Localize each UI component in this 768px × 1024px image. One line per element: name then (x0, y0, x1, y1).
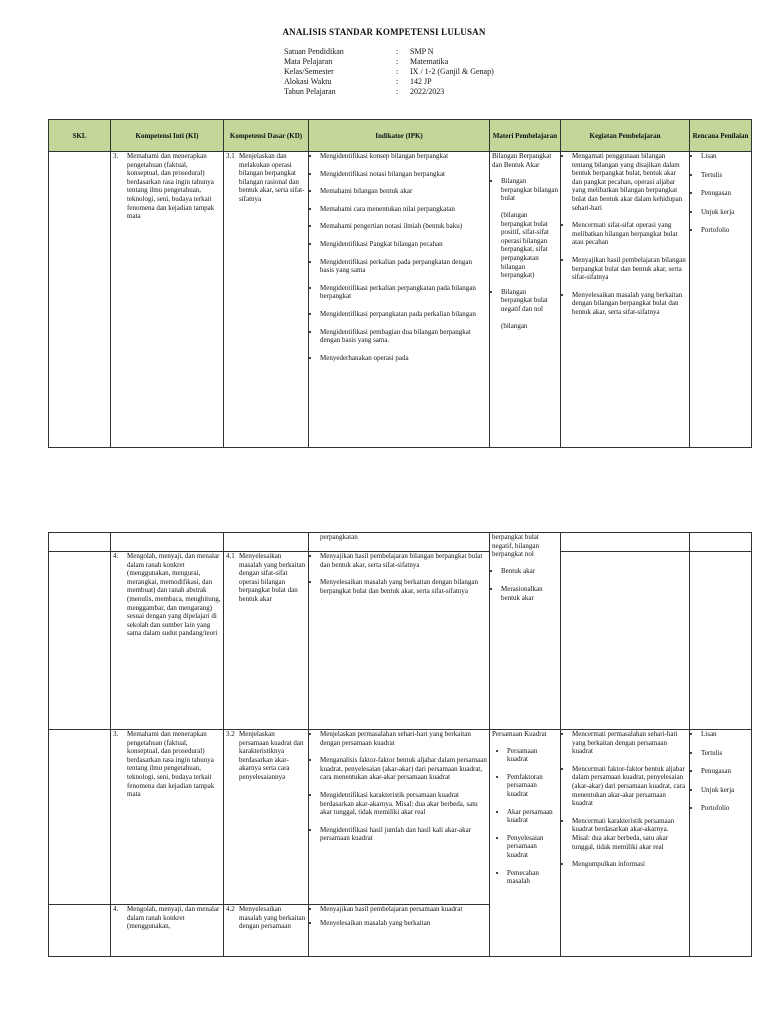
document-title: ANALISIS STANDAR KOMPETENSI LULUSAN (282, 27, 486, 37)
ipk-item: • Menyelesaikan masalah yang berkaitan (320, 919, 487, 928)
meta-value: IX / 1-2 (Ganjil & Genap) (410, 67, 494, 76)
kd-text: Menjelaskan persamaan kuadrat dan karakteristiknya berdasarkan akar-akarnya serta cara penyelesaiannya (239, 730, 304, 781)
ipk-cell (309, 730, 490, 905)
table-row (49, 533, 752, 552)
meta-sep: : (396, 47, 399, 56)
kd-cell (224, 552, 309, 730)
kd-text: Menjelaskan dan melakukan operasi bilangan berpangkat bilangan rasional dan bentuk akar, serta sifat-sifatnya (239, 152, 305, 203)
header-skl: SKL (49, 120, 111, 152)
materi-item: • Persamaan kuadrat (507, 747, 558, 764)
header-ki: Kompetensi Inti (KI) (111, 120, 224, 152)
penilaian-item: • Penugasan (701, 189, 749, 198)
ipk-item: • Mengidentifikasi perpangkatan pada perkalian bilangan (320, 310, 487, 319)
meta-sep: : (396, 67, 399, 76)
materi-item: • Merasionalkan bentuk akar (501, 585, 558, 602)
table-header-row (49, 120, 752, 152)
kegiatan-cell (561, 552, 690, 730)
penilaian-item: • Tertulis (701, 749, 749, 758)
meta-value: Matematika (410, 57, 449, 66)
meta-value: SMP N (410, 47, 434, 56)
penilaian-item: • Tertulis (701, 171, 749, 180)
materi-intro: Persamaan Kuadrat (492, 730, 547, 738)
meta-key: Tahun Pelajaran (284, 87, 336, 96)
kd-number: 3.2 (226, 730, 235, 738)
skl-cell (49, 152, 111, 448)
meta-sep: : (396, 77, 399, 86)
ki-number: 3. (113, 730, 119, 738)
table-row (49, 730, 752, 905)
ipk-cell (309, 533, 490, 552)
meta-key: Satuan Pendidikan (284, 47, 344, 56)
kegiatan-item: • Mencermati karakteristik persamaan kuadrat berdasarkan akar-akarnya. Misal: dua akar berbeda, satu akar tunggal, tidak memiliki akar real (572, 817, 687, 851)
kegiatan-cell (561, 152, 690, 448)
kd-cell (224, 730, 309, 905)
ipk-item: • Mengidentifikasi perkalian perpangkatan pada bilangan berpangkat (320, 284, 487, 301)
ki-number: 4. (113, 905, 119, 913)
skl-cell (49, 533, 111, 552)
ki-cell (111, 552, 224, 730)
ki-text: Mengolah, menyaji, dan menalar dalam ranah konkret (menggunakan, (127, 905, 220, 931)
skl-table-page-1 (48, 119, 752, 448)
ipk-item: • Menyajikan hasil pembelajaran persamaan kuadrat (320, 905, 487, 914)
ipk-item: • Memahami pengertian notasi ilmiah (bentuk baku) (320, 222, 487, 231)
materi-item: • Bilangan berpangkat bulat negatif dan nol (501, 288, 558, 314)
ipk-item: • Menyederhanakan operasi pada (320, 354, 487, 363)
kd-number: 3.1 (226, 152, 235, 160)
penilaian-item: • Unjuk kerja (701, 786, 749, 795)
skl-cell (49, 905, 111, 957)
meta-row (284, 57, 494, 67)
ipk-cell (309, 152, 490, 448)
kegiatan-item: • Mencermati sifat-sifat operasi yang melibatkan bilangan berpangkat bulat atau pecahan (572, 221, 687, 247)
kegiatan-item: • Menyelesaikan masalah yang berkaitan dengan bilangan berpangkat bulat dan bentuk akar, serta sifat-sifatnya (572, 291, 687, 317)
ki-cell (111, 152, 224, 448)
materi-item: • Akar persamaan kuadrat (507, 808, 558, 825)
penilaian-cell (690, 552, 752, 730)
meta-row (284, 67, 494, 77)
penilaian-item: • Penugasan (701, 767, 749, 776)
ki-text: Memahami dan menerapkan pengetahuan (faktual, konseptual, dan prosedural) berdasarkan rasa ingin tahunya tentang ilmu pengetahuan, teknologi, seni, budaya terkait fenomena dan kejadian tampak mata (127, 152, 215, 221)
meta-value: 2022/2023 (410, 87, 445, 96)
meta-row (284, 47, 494, 57)
ipk-item: • Memahami cara menentukan nilai perpangkatan (320, 205, 487, 214)
ipk-item: • Mengidentifikasi hasil jumlah dan hasil kali akar-akar persamaan kuadrat (320, 826, 487, 843)
ki-number: 4. (113, 552, 119, 560)
materi-cell (490, 730, 561, 957)
header-kegiatan: Kegiatan Pembelajaran (561, 120, 690, 152)
meta-value: 142 JP (410, 77, 432, 86)
header-ipk: Indikator (IPK) (309, 120, 490, 152)
materi-item: • Bentuk akar (501, 567, 558, 576)
kd-cell (224, 533, 309, 552)
ipk-item: • Mengidentifikasi Pangkat bilangan pecahan (320, 240, 487, 249)
penilaian-item: • Portofolio (701, 226, 749, 235)
kegiatan-item: • Mengamati penggunaan bilangan tentang bilangan yang disajikan dalam bentuk berpangkat bulat, bentuk akar dan pangkat pecahan, operasi aljabar yang melibatkan bilangan berpangkat bulat dan bentuk akar dalam kehidupan sehari-hari (572, 152, 687, 212)
penilaian-item: • Unjuk kerja (701, 208, 749, 217)
meta-key: Alokasi Waktu (284, 77, 332, 86)
skl-table-page-2 (48, 532, 752, 957)
ipk-item: • Mengidentifikasi perkalian pada perpangkatan dengan basis yang sama (320, 258, 487, 275)
kegiatan-item: • Mencermati permasalahan sehari-hari yang berkaitan dengan persamaan kuadrat (572, 730, 687, 756)
penilaian-cell (690, 152, 752, 448)
table-row (49, 152, 752, 448)
materi-note: (bilangan berpangkat bulat positif, sifat-sifat operasi bilangan berpangkat, sifat perpangkatan bilangan berpangkat) (501, 210, 549, 280)
document-meta (284, 47, 494, 97)
kd-number: 4.2 (226, 905, 235, 913)
ki-cell (111, 533, 224, 552)
meta-row (284, 87, 494, 97)
meta-key: Kelas/Semester (284, 67, 334, 76)
materi-note: (bilangan (501, 321, 528, 330)
kegiatan-cell (561, 730, 690, 957)
kd-number: 4.1 (226, 552, 235, 560)
ipk-cell (309, 905, 490, 957)
header-penilaian: Rencana Penilaian (690, 120, 752, 152)
ipk-continuation: perpangkatan (320, 533, 358, 541)
kd-cell (224, 152, 309, 448)
ipk-item: • Menjelaskan permasalahan sehari-hari yang berkaitan dengan persamaan kuadrat (320, 730, 487, 747)
materi-item: • Bilangan berpangkat bilangan bulat (501, 177, 558, 203)
materi-cell (490, 533, 561, 730)
ki-text: Memahami dan menerapkan pengetahuan (faktual, konseptual, dan prosedural) berdasarkan rasa ingin tahunya tentang ilmu pengetahuan, teknologi, seni, budaya terkait fenomena dan kejadian tampak mata (127, 730, 215, 799)
meta-sep: : (396, 87, 399, 96)
kegiatan-item: • Mengumpulkan informasi (572, 860, 687, 869)
meta-key: Mata Pelajaran (284, 57, 333, 66)
ipk-item: • Menyelesaikan masalah yang berkaitan dengan bilangan berpangkat bulat dan bentuk akar, serta sifat-sifatnya (320, 578, 487, 595)
kegiatan-cell (561, 533, 690, 552)
penilaian-item: • Portofolio (701, 804, 749, 813)
penilaian-cell (690, 533, 752, 552)
kd-text: Menyelesaikan masalah yang berkaitan dengan persamaan (239, 905, 306, 931)
ipk-item: • Mengidentifikasi konsep bilangan berpangkat (320, 152, 487, 161)
ipk-item: • Mengidentifikasi notasi bilangan berpangkat (320, 170, 487, 179)
ipk-cell (309, 552, 490, 730)
penilaian-item: • Lisan (701, 152, 749, 161)
ipk-item: • Memahami bilangan bentuk akar (320, 187, 487, 196)
materi-continuation: berpangkat bulat negatif, bilangan berpangkat nol (492, 533, 540, 559)
ki-number: 3. (113, 152, 119, 160)
skl-cell (49, 730, 111, 905)
ki-text: Mengolah, menyaji, dan menalar dalam ranah konkret (menggunakan, mengurai, merangkai, memodifikasi, dan membuat) dan ranah abstrak (menulis, membaca, menghitung, menggambar, dan mengarang) sesuai dengan yang dipelajari di sekolah dan sumber lain yang sama dalam sudut pandang/teori (127, 552, 221, 638)
ipk-item: • Menyajikan hasil pembelajaran bilangan berpangkat bulat dan bentuk akar, serta sifat-sifatnya (320, 552, 487, 569)
ipk-item: • Mengidentifikasi karakteristik persamaan kuadrat berdasarkan akar-akarnya. Misal: dua akar berbeda, satu akar tunggal, tidak memiliki akar real (320, 791, 487, 817)
table-row (49, 552, 752, 730)
skl-cell (49, 552, 111, 730)
ki-cell (111, 905, 224, 957)
header-materi: Materi Pembelajaran (490, 120, 561, 152)
kd-cell (224, 905, 309, 957)
meta-sep: : (396, 57, 399, 66)
ipk-item: • Mengidentifikasi pembagian dua bilangan berpangkat dengan basis yang sama. (320, 328, 487, 345)
kd-text: Menyelesaikan masalah yang berkaitan dengan sifat-sifat operasi bilangan berpangkat bulat dan bentuk akar (239, 552, 306, 603)
meta-row (284, 77, 494, 87)
materi-item: • Penyelesaian persamaan kuadrat (507, 834, 558, 860)
header-kd: Kompetensi Dasar (KD) (224, 120, 309, 152)
ki-cell (111, 730, 224, 905)
kegiatan-item: • Menyajikan hasil pembelajaran bilangan berpangkat bulat dan bentuk akar, serta sifat-sifatnya (572, 256, 687, 282)
materi-item: • Pemecahan masalah (507, 869, 558, 886)
materi-cell (490, 152, 561, 448)
materi-item: • Pemfaktoran persamaan kuadrat (507, 773, 558, 799)
penilaian-item: • Lisan (701, 730, 749, 739)
penilaian-cell (690, 730, 752, 957)
materi-intro: Bilangan Berpangkat dan Bentuk Akar (492, 152, 552, 169)
kegiatan-item: • Mencermati faktor-faktor bentuk aljabar dalam persamaan kuadrat, penyelesaian (akar-akar) dari persamaan kuadrat, cara menentukan akar-akar persamaan kuadrat (572, 765, 687, 808)
ipk-item: • Menganalisis faktor-faktor bentuk aljabar dalam persamaan kuadrat, penyelesaian (akar-akar) dari persamaan kuadrat, cara menentukan akar-akar persamaan kuadrat (320, 756, 487, 782)
